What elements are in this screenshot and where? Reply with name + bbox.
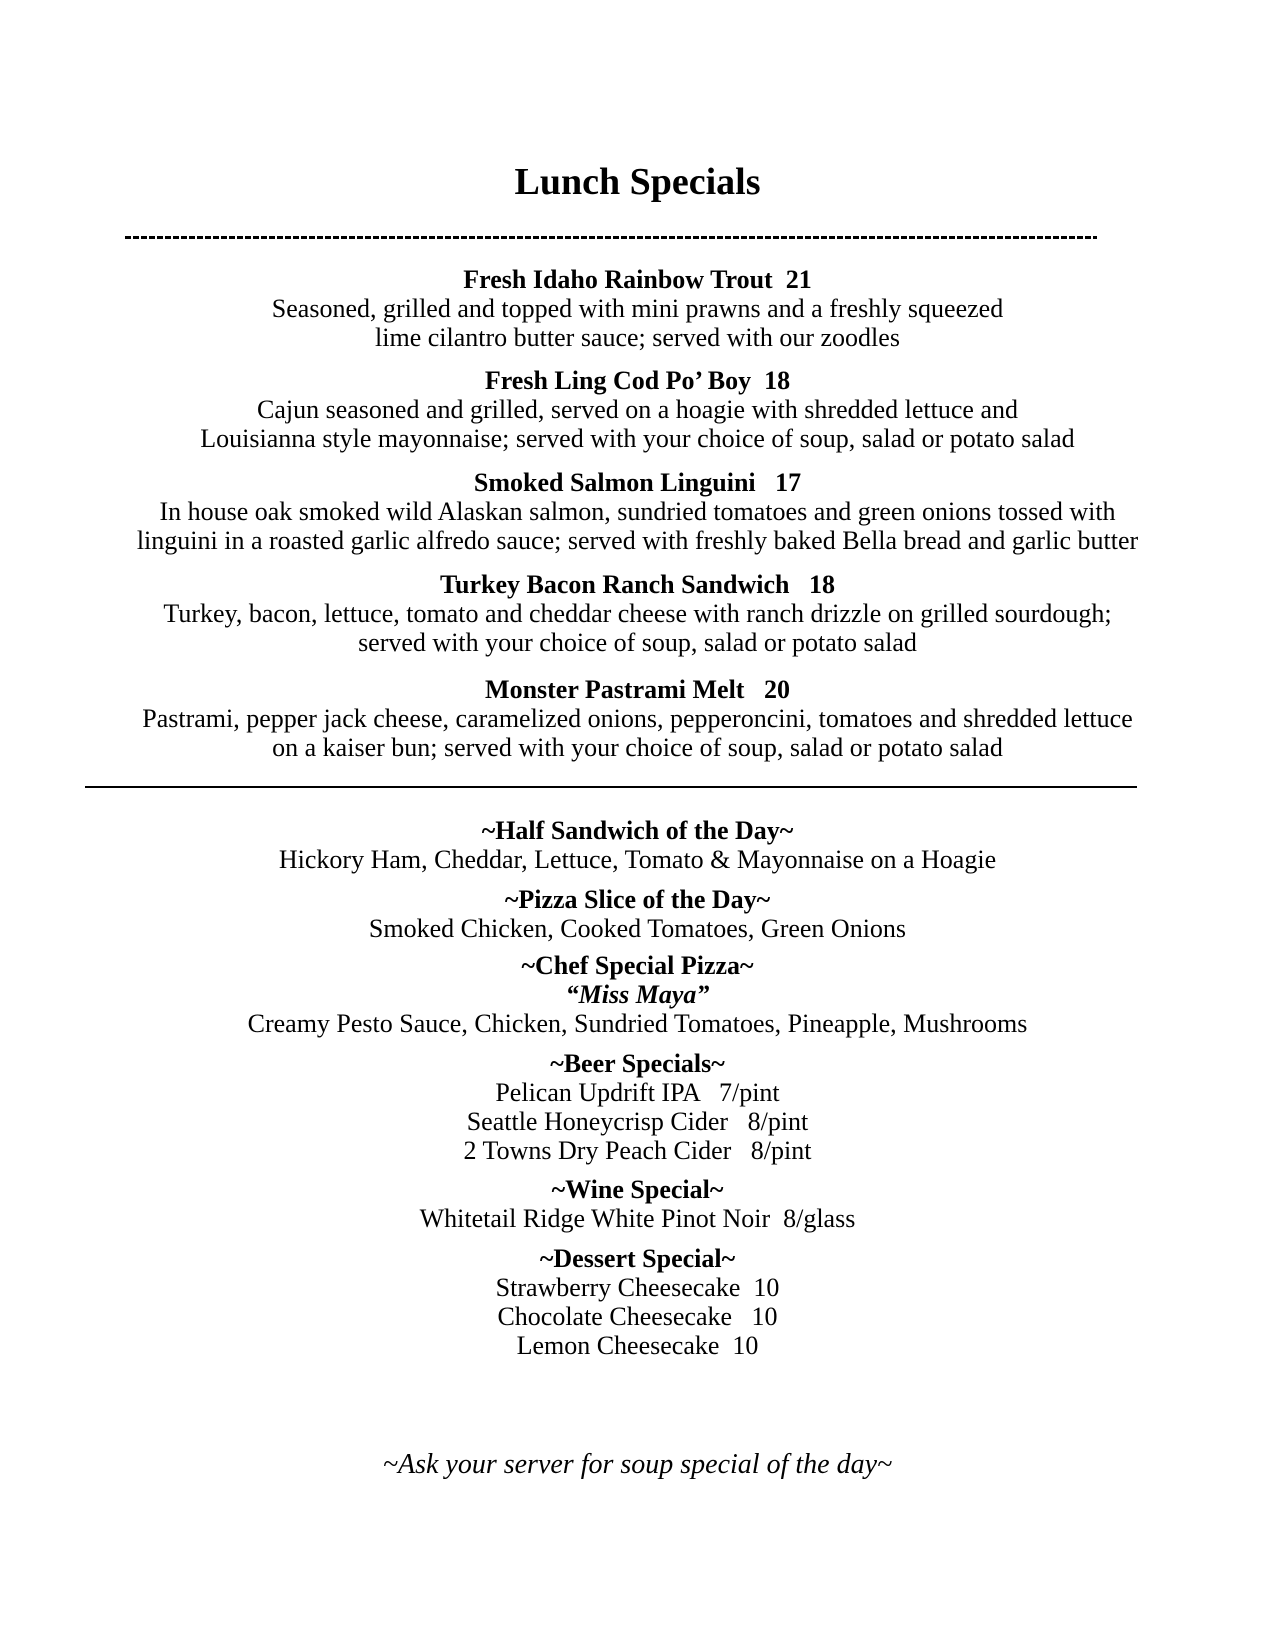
special-wine [0, 1175, 1275, 1233]
item-description-line: Louisianna style mayonnaise; served with your choice of soup, salad or potato salad [200, 424, 1075, 453]
dashed-divider [125, 236, 1097, 239]
item-description-line: lime cilantro butter sauce; served with our zoodles [375, 323, 900, 352]
special-heading: ~Dessert Special~ [539, 1244, 736, 1273]
special-pizza-slice [0, 885, 1275, 943]
item-description-line: served with your choice of soup, salad or potato salad [358, 628, 917, 657]
special-dessert [0, 1244, 1275, 1360]
special-line: Pelican Updrift IPA 7/pint [495, 1078, 780, 1107]
item-description-line: on a kaiser bun; served with your choice of soup, salad or potato salad [272, 733, 1003, 762]
special-line: 2 Towns Dry Peach Cider 8/pint [463, 1136, 812, 1165]
special-line: Whitetail Ridge White Pinot Noir 8/glass [419, 1204, 856, 1233]
special-line: Creamy Pesto Sauce, Chicken, Sundried Tomatoes, Pineapple, Mushrooms [247, 1009, 1028, 1038]
item-description-line: Turkey, bacon, lettuce, tomato and cheddar cheese with ranch drizzle on grilled sourdough; [163, 599, 1112, 628]
item-name: Fresh Idaho Rainbow Trout 21 [463, 265, 812, 294]
menu-item-turkey-sandwich [0, 570, 1275, 657]
menu-item-ling-cod [0, 366, 1275, 453]
special-line: Hickory Ham, Cheddar, Lettuce, Tomato & Mayonnaise on a Hoagie [278, 845, 997, 874]
special-heading: ~Beer Specials~ [550, 1049, 725, 1078]
special-heading: ~Pizza Slice of the Day~ [504, 885, 771, 914]
page-title: Lunch Specials [514, 161, 761, 203]
item-name: Fresh Ling Cod Po’ Boy 18 [484, 366, 791, 395]
item-description-line: In house oak smoked wild Alaskan salmon, sundried tomatoes and green onions tossed with [159, 497, 1116, 526]
special-heading: ~Half Sandwich of the Day~ [481, 816, 794, 845]
special-line: Smoked Chicken, Cooked Tomatoes, Green Onions [368, 914, 907, 943]
item-description-line: Cajun seasoned and grilled, served on a hoagie with shredded lettuce and [257, 395, 1018, 424]
special-chef-pizza [0, 951, 1275, 1038]
special-subtitle: “Miss Maya” [565, 980, 710, 1009]
menu-item-pastrami-melt [0, 675, 1275, 762]
item-description-line: Seasoned, grilled and topped with mini prawns and a freshly squeezed [271, 294, 1004, 323]
special-line: Seattle Honeycrisp Cider 8/pint [466, 1107, 809, 1136]
special-half-sandwich [0, 816, 1275, 874]
item-name: Turkey Bacon Ranch Sandwich 18 [440, 570, 835, 599]
special-beer [0, 1049, 1275, 1165]
special-line: Strawberry Cheesecake 10 [495, 1273, 780, 1302]
special-line: Chocolate Cheesecake 10 [497, 1302, 778, 1331]
soup-note: ~Ask your server for soup special of the day~ [382, 1449, 893, 1480]
item-description-line: linguini in a roasted garlic alfredo sauce; served with freshly baked Bella bread and garlic butter [136, 526, 1139, 555]
special-heading: ~Wine Special~ [551, 1175, 724, 1204]
item-name: Monster Pastrami Melt 20 [485, 675, 790, 704]
menu-item-trout [0, 265, 1275, 352]
solid-divider [85, 786, 1137, 788]
special-line: Lemon Cheesecake 10 [516, 1331, 759, 1360]
menu-item-salmon-linguini [0, 468, 1275, 555]
special-heading: ~Chef Special Pizza~ [521, 951, 754, 980]
item-name: Smoked Salmon Linguini 17 [473, 468, 802, 497]
item-description-line: Pastrami, pepper jack cheese, caramelized onions, pepperoncini, tomatoes and shredded lettuce [142, 704, 1133, 733]
